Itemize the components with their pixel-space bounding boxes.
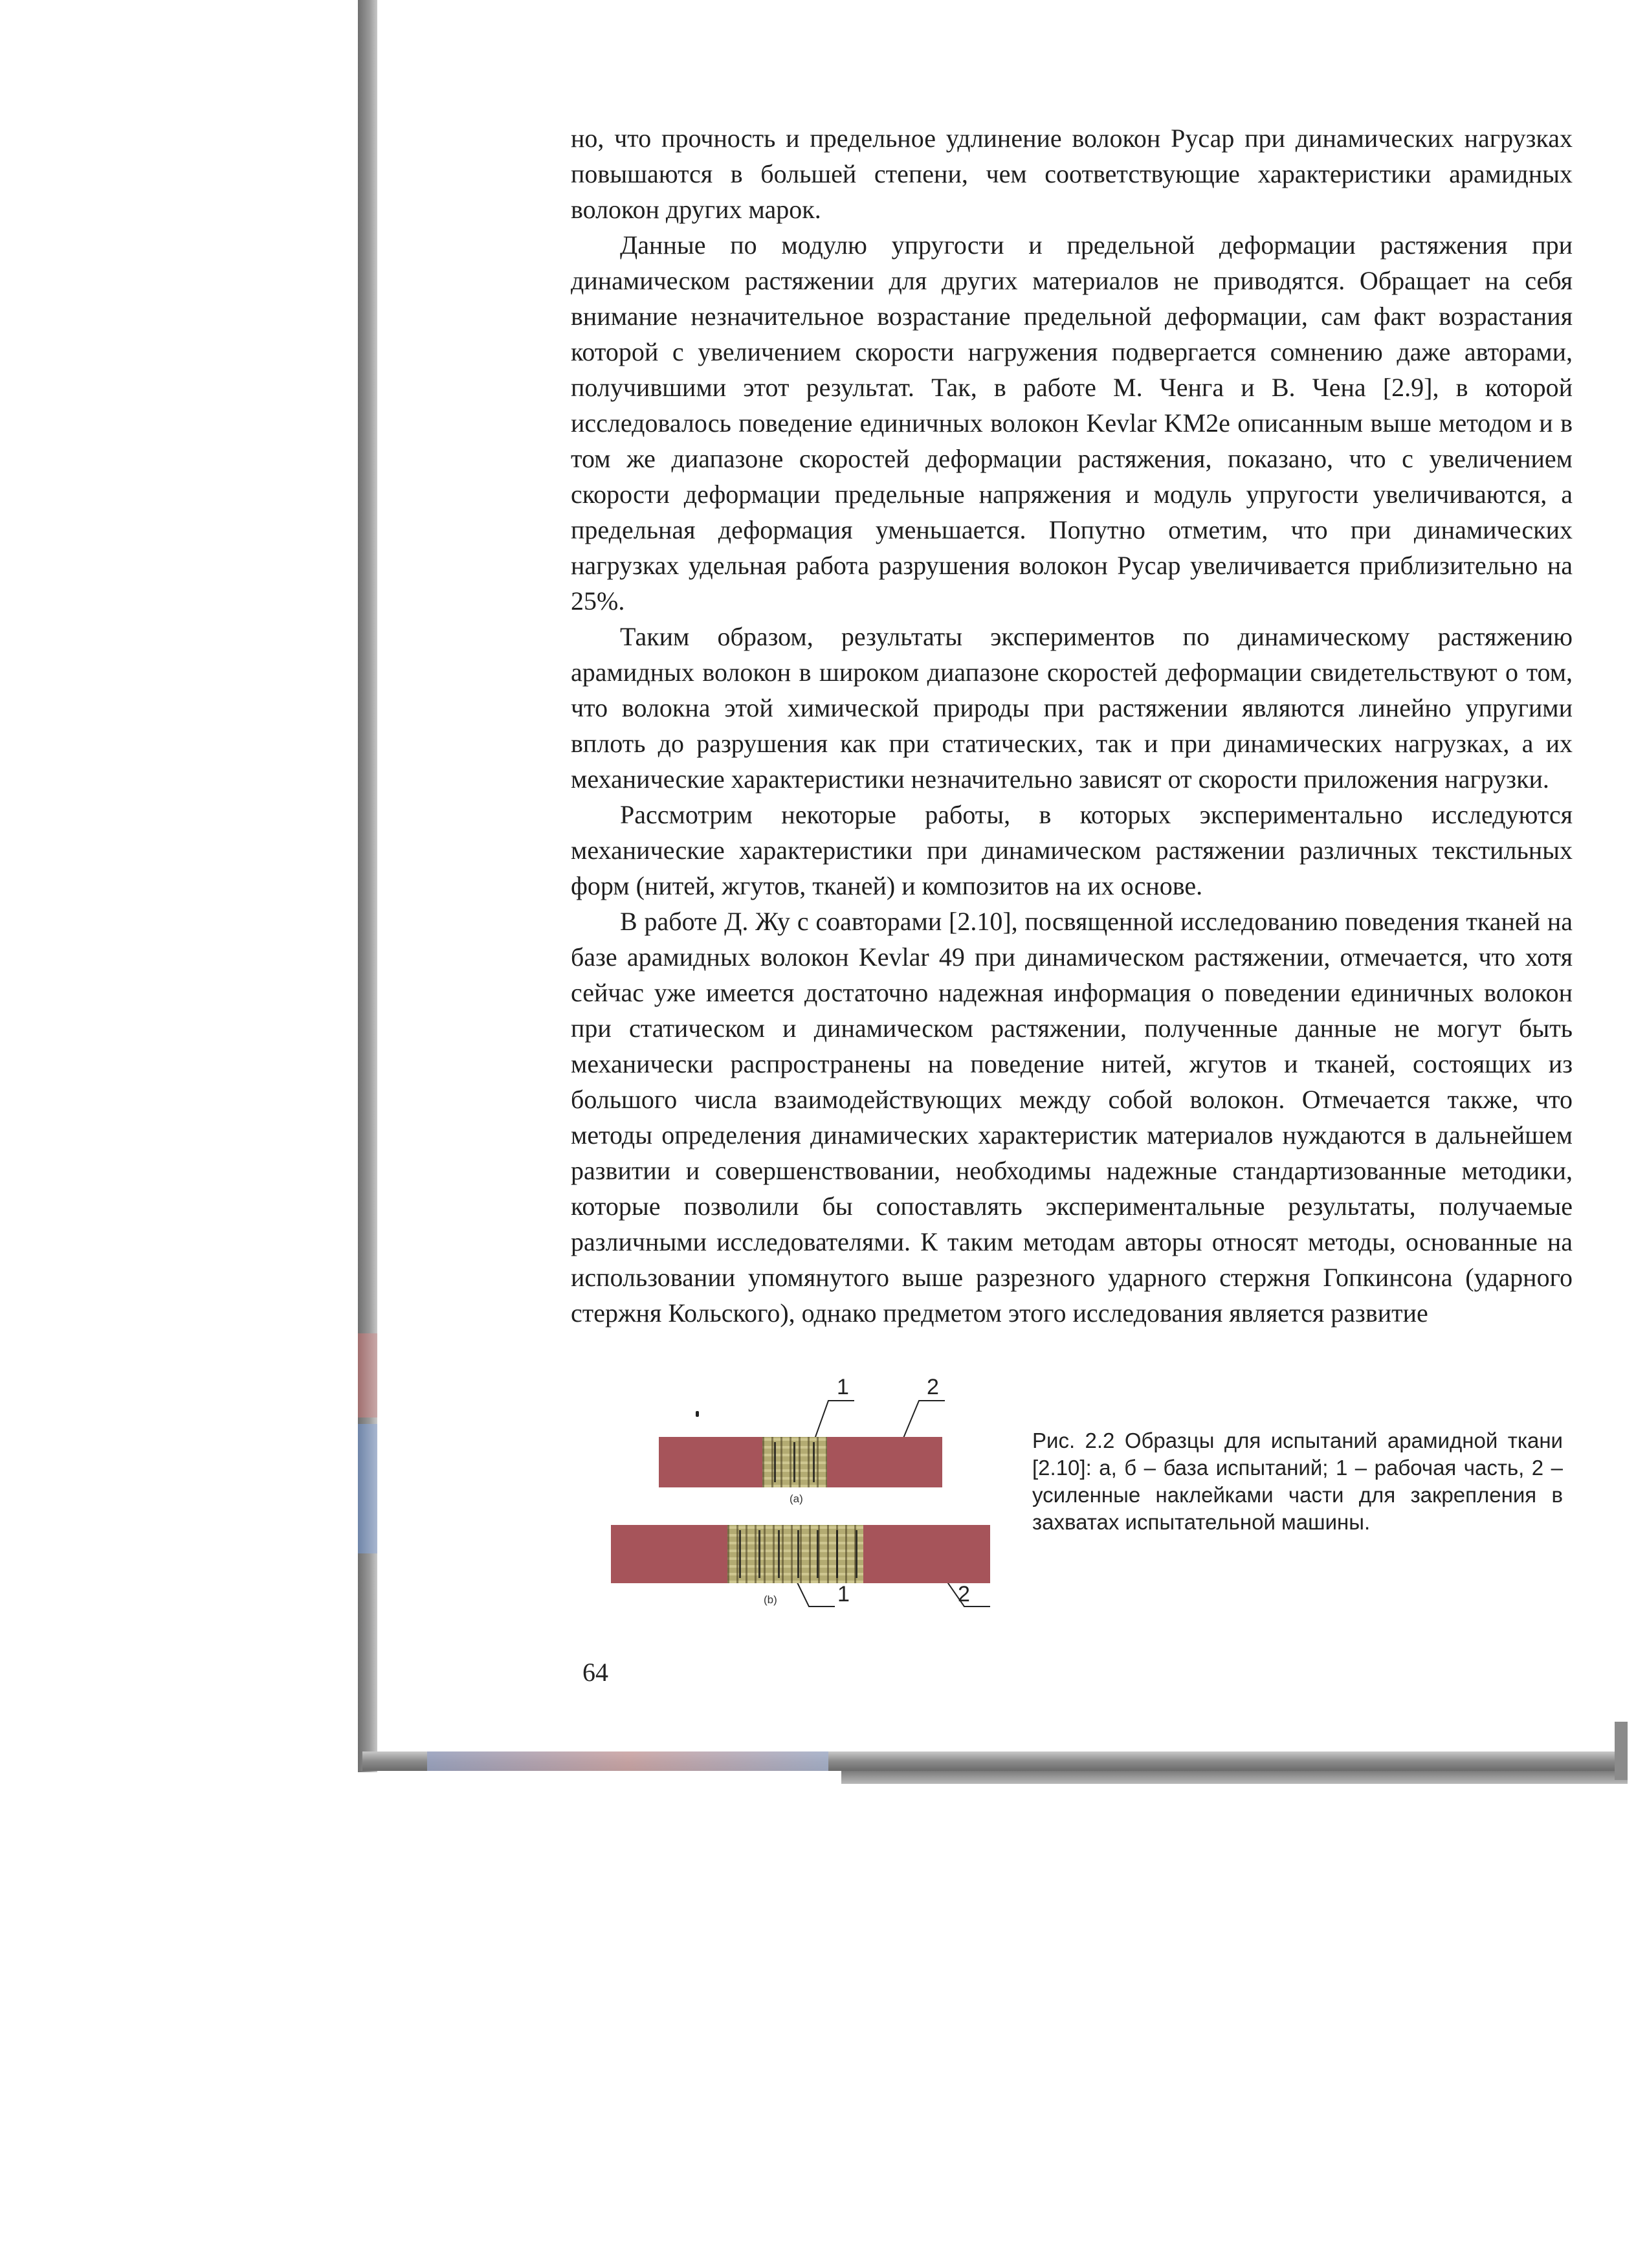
label-a: (a) — [790, 1493, 803, 1505]
callout-1-top: 1 — [837, 1375, 849, 1399]
page-number: 64 — [582, 1658, 608, 1687]
body-text — [571, 120, 1573, 1331]
callout-1-bottom: 1 — [837, 1582, 850, 1606]
scan-shadow-bottom-lower — [841, 1771, 1628, 1784]
scan-tint-red — [358, 1333, 377, 1418]
figure-caption: Рис. 2.2 Образцы для испытаний арамидной ткани [2.10]: а, б – база испытаний; 1 – рабочая часть, 2 – усиленные наклейками части для закрепления в захватах испытательной машины. — [1032, 1429, 1563, 1534]
gauge-marks-b — [727, 1530, 863, 1578]
paragraph: Данные по модулю упругости и предельной деформации растяжения при динамическом растяжении для других материалов не приводятся. Обращает на себя внимание незначительное возрастание предельной деформации, сам факт возрастания которой с увеличением скорости нагружения подвергается сомнению даже авторами, получившими этот результат. Так, в работе М. Ченга и В. Чена [2.9], в которой исследовалось поведение единичных волокон Kevlar KM2e описанным выше методом и в том же диапазоне скоростей деформации растяжения, показано, что с увеличением скорости деформации предельные напряжения и модуль упругости увеличиваются, а предельная деформация уменьшается. Попутно отметим, что при динамических нагрузках удельная работа разрушения волокон Русар увеличивается приблизительно на 25%. — [571, 230, 1573, 616]
scan-tint-blue — [358, 1424, 377, 1553]
paragraph: В работе Д. Жу с соавторами [2.10], посвященной исследованию поведения тканей на базе арамидных волокон Kevlar 49 при динамическом растяжении, отмечается, что хотя сейчас уже имеется достаточно надежная информация о поведении единичных волокон при статическом и динамическом растяжении, полученные данные не могут быть механически распространены на поведение нитей, жгутов и тканей, состоящих из большого числа взаимодействующих между собой волокон. Отмечается также, что методы определения динамических характеристик материалов нуждаются в дальнейшем развитии и совершенствовании, необходимы надежные стандартизованные методики, которые позволили бы сопоставлять экспериментальные результаты, получаемые различными исследователями. К таким методам авторы относят методы, основанные на использовании упомянутого выше разрезного ударного стержня Гопкинсона (ударного стержня Кольского), однако предметом этого исследования является развитие — [571, 907, 1573, 1328]
paragraph: но, что прочность и предельное удлинение волокон Русар при динамических нагрузках повышаются в большей степени, чем соответствующие характеристики арамидных волокон других марок. — [571, 124, 1573, 224]
scan-tint-bottom — [427, 1751, 828, 1771]
specimen-a — [659, 1437, 942, 1487]
callout-2-bottom: 2 — [958, 1582, 970, 1606]
specimen-b — [611, 1525, 990, 1583]
working-part-b — [727, 1525, 863, 1583]
paragraph: Таким образом, результаты экспериментов по динамическому растяжению арамидных волокон в широком диапазоне скоростей деформации свидетельствуют о том, что волокна этой химической природы при растяжении являются линейно упругими вплоть до разрушения как при статических, так и при динамических нагрузках, а их механические характеристики незначительно зависят от скорости приложения нагрузки. — [571, 622, 1573, 794]
scan-shadow-right — [1615, 1722, 1628, 1780]
label-b: (b) — [764, 1594, 777, 1606]
gauge-marks-a — [762, 1442, 827, 1482]
callout-2-top: 2 — [927, 1375, 939, 1399]
working-part-a — [762, 1437, 827, 1487]
paragraph: Рассмотрим некоторые работы, в которых экспериментально исследуются механические характеристики при динамическом растяжении различных текстильных форм (нитей, жгутов, тканей) и композитов на их основе. — [571, 800, 1573, 900]
figure-specimens — [608, 1375, 1022, 1625]
